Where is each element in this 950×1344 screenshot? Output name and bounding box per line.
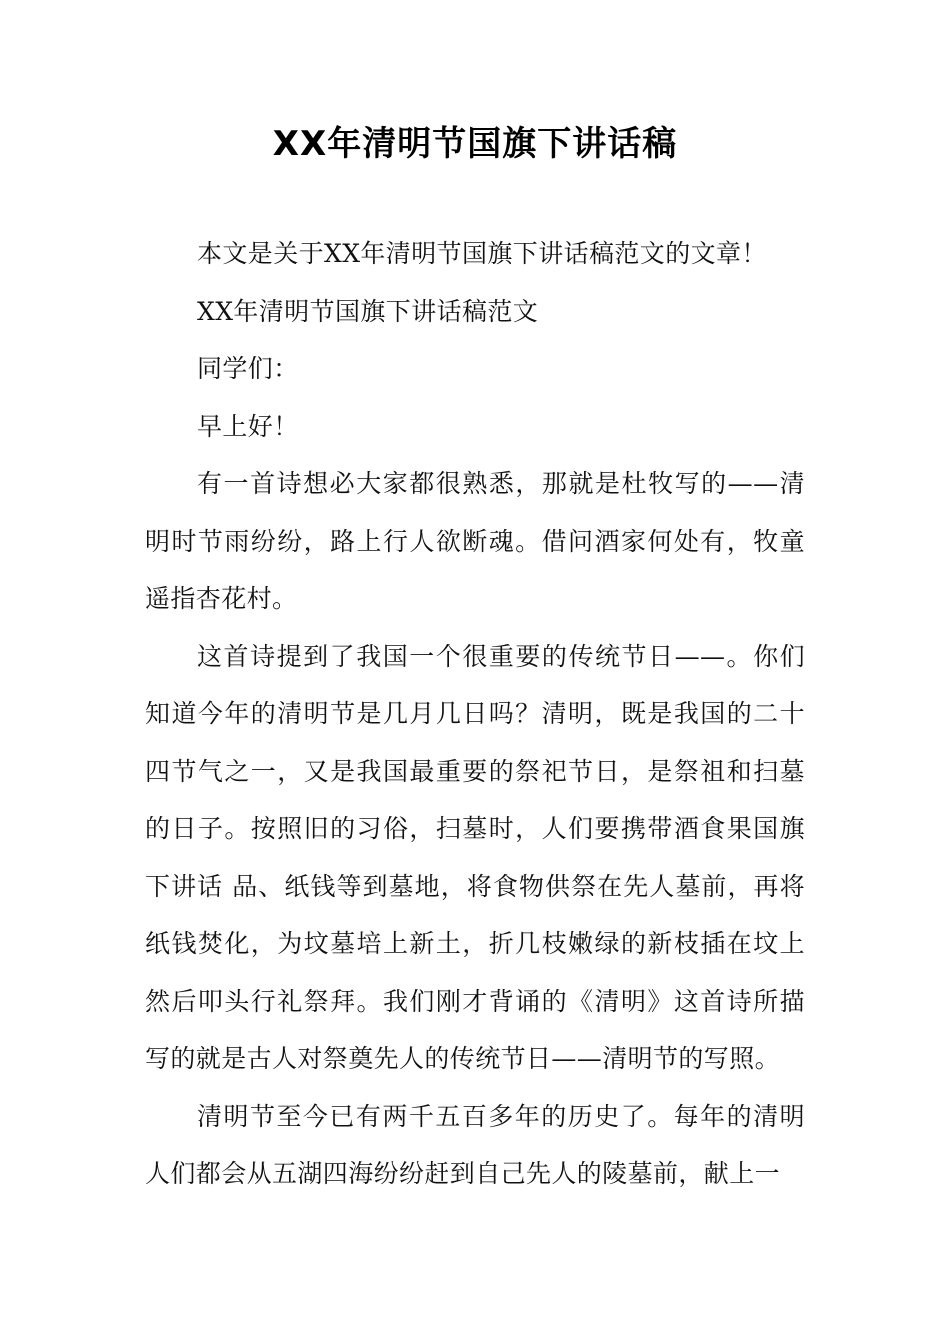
paragraph-poem: 有一首诗想必大家都很熟悉，那就是杜牧写的——清明时节雨纷纷，路上行人欲断魂。借问酒家何处有，牧童遥指杏花村。: [145, 469, 805, 613]
paragraph-greeting: 早上好！: [197, 411, 299, 441]
document-body: [145, 225, 805, 1203]
paragraph-festival: 这首诗提到了我国一个很重要的传统节日——。你们知道今年的清明节是几月几日吗？清明，既是我国的二十四节气之一，又是我国最重要的祭祀节日，是祭祖和扫墓的日子。按照旧的习俗，扫墓时，人们要携带酒食果国旗下讲话 品、纸钱等到墓地，将食物供祭在先人墓前，再将纸钱焚化，为坟墓培上新土，折几枝嫩绿的新枝插在坟上然后叩头行礼祭拜。我们刚才背诵的《清明》这首诗所描写的就是古人对祭奠先人的传统节日——清明节的写照。: [145, 641, 805, 1073]
paragraph-salutation: 同学们：: [197, 354, 299, 383]
paragraph-subtitle: XX年清明节国旗下讲话稿范文: [197, 296, 539, 326]
paragraph-history: 清明节至今已有两千五百多年的历史了。每年的清明人们都会从五湖四海纷纷赶到自己先人的陵墓前，献上一: [145, 1101, 805, 1188]
document-title: XX年清明节国旗下讲话稿: [272, 124, 678, 164]
paragraph-intro: 本文是关于XX年清明节国旗下讲话稿范文的文章！: [197, 239, 767, 268]
